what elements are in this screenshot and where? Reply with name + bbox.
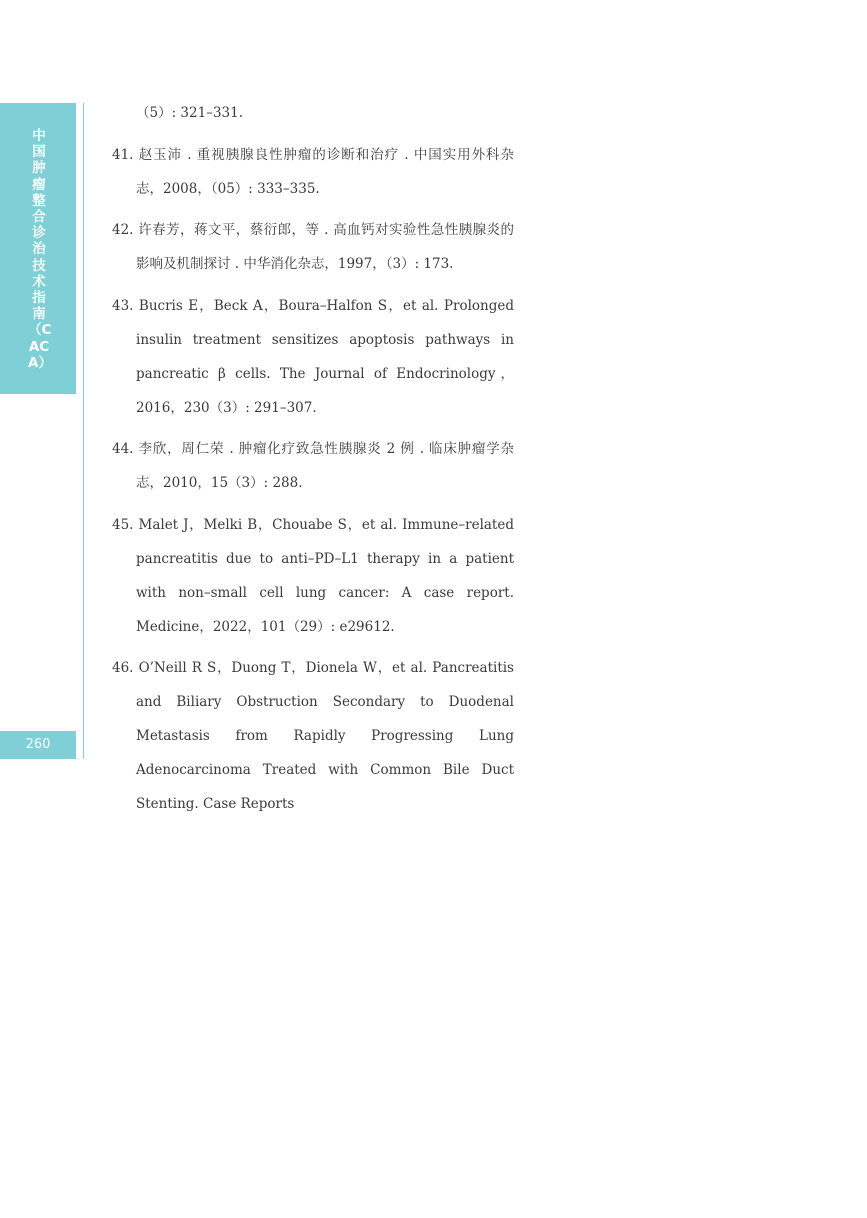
book-title-vertical: 中国肿瘤整合诊治技术指南（CACA） [28, 128, 52, 371]
reference-44: 44. 李欣，周仁荣 . 肿瘤化疗致急性胰腺炎 2 例 . 临床肿瘤学杂志，2010，15（3）: 288. [112, 441, 514, 491]
page-number: 260 [25, 737, 51, 752]
reference-42: 42. 许春芳，蒋文平，蔡衍郎，等 . 高血钙对实验性急性胰腺炎的影响及机制探讨 . 中华消化杂志，1997，（3）: 173. [112, 222, 514, 272]
reference-43: 43. Bucris E，Beck A，Boura–Halfon S，et al. Prolonged insulin treatment sensitizes apoptosis pathways in pancreatic β cells. The Journal of Endocrinology，2016，230（3）: 291–307. [112, 297, 514, 416]
reference-continuation: （5）: 321–331. [136, 105, 244, 121]
reference-45: 45. Malet J，Melki B，Chouabe S，et al. Immune–related pancreatitis due to anti–PD–L1 therapy in a patient with non–small cell lung cancer: A case report. Medicine，2022，101（29）: e29612. [112, 516, 514, 635]
reference-41: 41. 赵玉沛 . 重视胰腺良性肿瘤的诊断和治疗 . 中国实用外科杂志，2008，（05）: 333–335. [112, 146, 514, 197]
reference-46: 46. O’Neill R S，Duong T，Dionela W，et al. Pancreatitis and Biliary Obstruction Secondary to Duodenal Metastasis from Rapidly Progressing Lung Adenocarcinoma Treated with Common Bile Duct Stenting. Case Reports [112, 660, 514, 812]
reference-list [112, 96, 514, 829]
margin-divider-line [83, 103, 84, 759]
